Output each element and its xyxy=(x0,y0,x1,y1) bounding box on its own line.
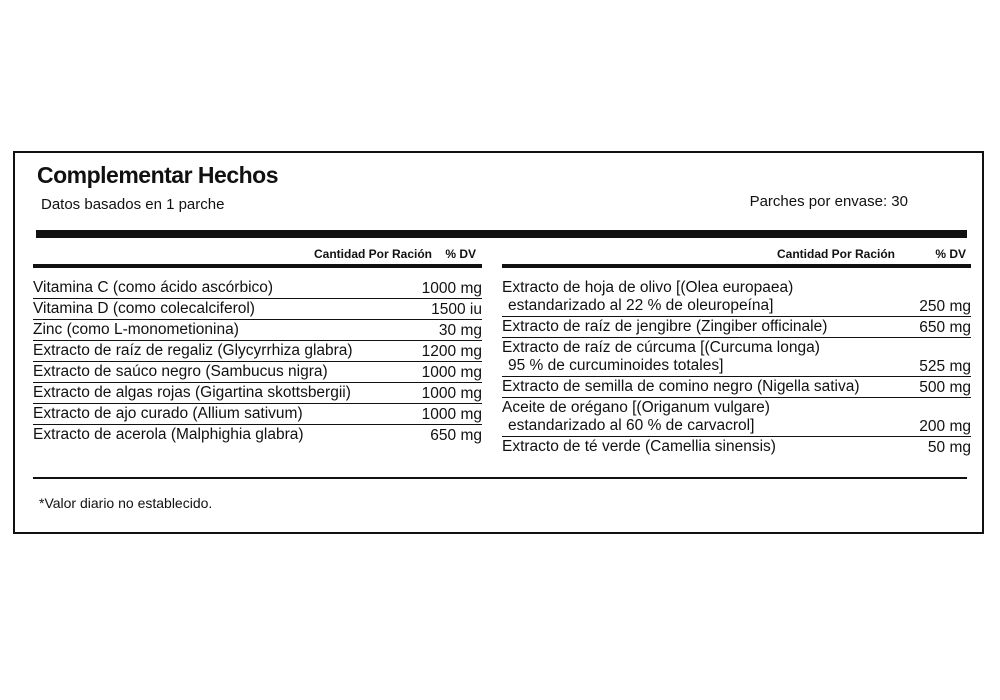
ingredient-row xyxy=(502,317,971,338)
ingredient-name: Vitamina C (como ácido ascórbico) xyxy=(33,279,274,296)
ingredient-name: Vitamina D (como colecalciferol) xyxy=(33,300,255,317)
ingredient-name xyxy=(502,399,971,435)
supplement-facts-panel xyxy=(13,151,984,534)
ingredient-row xyxy=(33,425,482,445)
ingredient-amount: 50 mg xyxy=(927,439,971,456)
ingredient-amount: 1000 mg xyxy=(421,406,482,423)
ingredient-amount: 650 mg xyxy=(430,427,482,444)
ingredient-name xyxy=(502,318,971,336)
ingredient-name-line: Extracto de semilla de comino negro (Nigella sativa) xyxy=(502,378,860,395)
ingredient-amount: 1500 iu xyxy=(431,301,482,318)
ingredient-name-line: Extracto de hoja de olivo [(Olea europaea) xyxy=(502,279,794,296)
ingredient-name: Extracto de saúco negro (Sambucus nigra) xyxy=(33,363,328,380)
ingredient-name xyxy=(502,339,971,375)
ingredient-amount: 1000 mg xyxy=(421,280,482,297)
panel-title: Complementar Hechos xyxy=(37,162,279,188)
ingredient-row xyxy=(502,338,971,377)
servings-per-container: Parches por envase: 30 xyxy=(749,193,908,210)
ingredient-name: Extracto de raíz de regaliz (Glycyrrhiza glabra) xyxy=(33,342,353,359)
ingredient-row xyxy=(33,404,482,425)
ingredient-name-line: Extracto de raíz de jengibre (Zingiber officinale) xyxy=(502,318,828,335)
ingredient-amount: 1000 mg xyxy=(421,385,482,402)
ingredient-amount: 650 mg xyxy=(919,319,971,336)
column-header-rule xyxy=(502,264,971,268)
footer-divider xyxy=(33,477,967,479)
ingredient-row xyxy=(33,362,482,383)
ingredient-row xyxy=(502,278,971,317)
ingredient-name-line: Extracto de té verde (Camellia sinensis) xyxy=(502,438,776,455)
ingredient-amount: 30 mg xyxy=(438,322,482,339)
amount-per-serving-header: Cantidad Por Ración xyxy=(313,247,432,261)
column-header-rule xyxy=(33,264,482,268)
left-column xyxy=(33,242,482,445)
ingredient-amount: 250 mg xyxy=(919,298,971,315)
ingredient-row xyxy=(502,437,971,457)
ingredient-name-line: Aceite de orégano [(Origanum vulgare) xyxy=(502,399,770,416)
serving-basis: Datos basados en 1 parche xyxy=(41,196,225,213)
ingredient-name xyxy=(502,378,971,396)
left-column-header xyxy=(33,242,482,262)
header-divider xyxy=(36,230,967,238)
ingredient-name: Extracto de acerola (Malphighia glabra) xyxy=(33,426,304,443)
ingredient-row xyxy=(33,299,482,320)
ingredient-row xyxy=(33,383,482,404)
ingredient-row xyxy=(502,377,971,398)
ingredient-amount: 200 mg xyxy=(919,418,971,435)
ingredient-amount: 500 mg xyxy=(919,379,971,396)
ingredient-name-line: 95 % de curcuminoides totales] xyxy=(508,357,724,374)
ingredient-name xyxy=(502,279,971,315)
ingredient-row xyxy=(502,398,971,437)
ingredient-name-line: estandarizado al 22 % de oleuropeína] xyxy=(508,297,774,314)
daily-value-header: % DV xyxy=(935,247,966,261)
ingredient-name: Zinc (como L-monometionina) xyxy=(33,321,239,338)
ingredient-row xyxy=(33,320,482,341)
ingredient-name-line: estandarizado al 60 % de carvacrol] xyxy=(508,417,755,434)
ingredient-row xyxy=(33,278,482,299)
amount-per-serving-header: Cantidad Por Ración xyxy=(776,247,895,261)
ingredient-amount: 525 mg xyxy=(919,358,971,375)
ingredient-amount: 1000 mg xyxy=(421,364,482,381)
left-ingredient-list xyxy=(33,278,482,445)
footnote: *Valor diario no establecido. xyxy=(39,495,213,511)
ingredient-row xyxy=(33,341,482,362)
ingredient-amount: 1200 mg xyxy=(421,343,482,360)
ingredient-name xyxy=(502,438,971,456)
daily-value-header: % DV xyxy=(445,247,476,261)
ingredient-name: Extracto de ajo curado (Allium sativum) xyxy=(33,405,303,422)
ingredient-name-line: Extracto de raíz de cúrcuma [(Curcuma longa) xyxy=(502,339,820,356)
right-ingredient-list xyxy=(502,278,971,457)
right-column-header xyxy=(502,242,971,262)
ingredient-name: Extracto de algas rojas (Gigartina skottsbergii) xyxy=(33,384,351,401)
right-column xyxy=(502,242,971,457)
